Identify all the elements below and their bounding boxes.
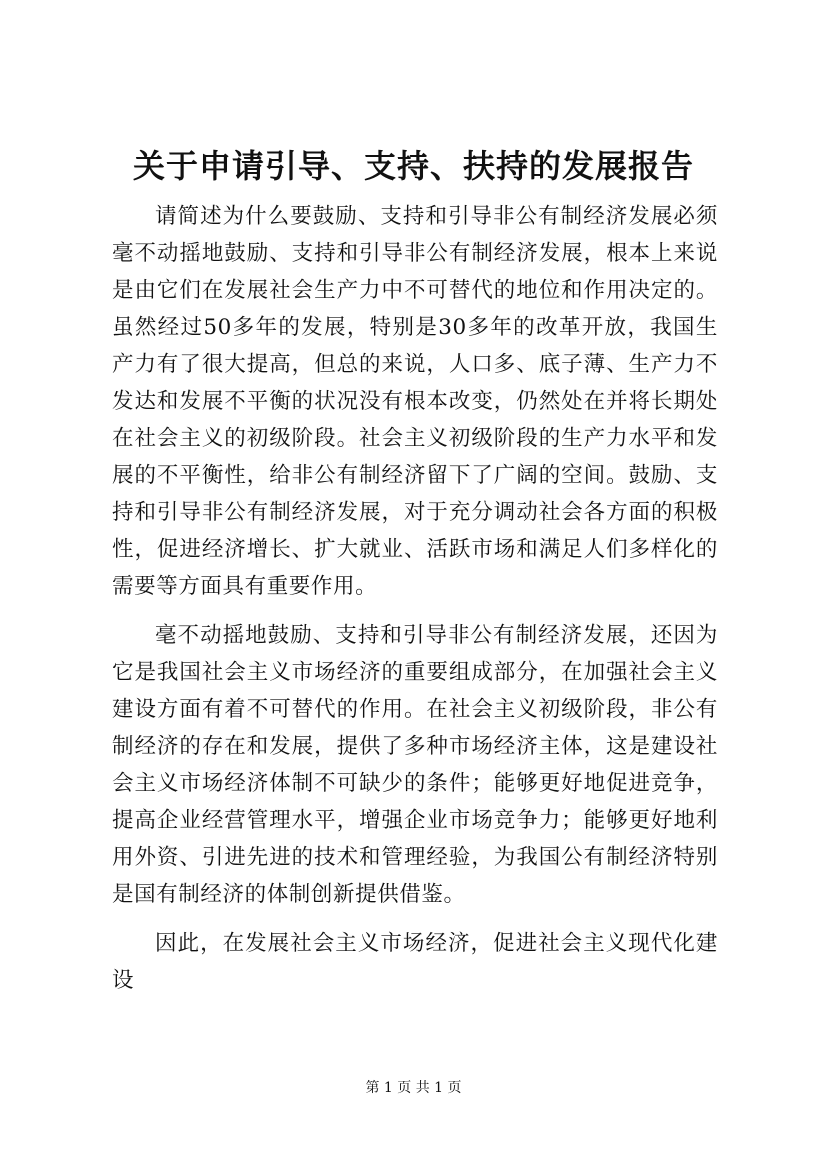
document-title: 关于申请引导、支持、扶持的发展报告 — [132, 147, 694, 185]
paragraph-2: 毫不动摇地鼓励、支持和引导非公有制经济发展，还因为它是我国社会主义市场经济的重要组成部分，在加强社会主义建设方面有着不可替代的作用。在社会主义初级阶段，非公有制经济的存在和发展，提供了多种市场经济主体，这是建设社会主义市场经济体制不可缺少的条件；能够更好地促进竞争，提高企业经营管理水平，增强企业市场竞争力；能够更好地利用外资、引进先进的技术和管理经验，为我国公有制经济特别是国有制经济的体制创新提供借鉴。 — [112, 623, 718, 907]
page-footer: 第 1 页 共 1 页 — [365, 1080, 462, 1096]
paragraph-3: 因此，在发展社会主义市场经济，促进社会主义现代化建设 — [112, 931, 718, 993]
document-body — [112, 198, 718, 1011]
paragraph-1: 请简述为什么要鼓励、支持和引导非公有制经济发展必须毫不动摇地鼓励、支持和引导非公有制经济发展，根本上来说是由它们在发展社会生产力中不可替代的地位和作用决定的。虽然经过50多年的发展，特别是30多年的改革开放，我国生产力有了很大提高，但总的来说，人口多、底子薄、生产力不发达和发展不平衡的状况没有根本改变，仍然处在并将长期处在社会主义的初级阶段。社会主义初级阶段的生产力水平和发展的不平衡性，给非公有制经济留下了广阔的空间。鼓励、支持和引导非公有制经济发展，对于充分调动社会各方面的积极性，促进经济增长、扩大就业、活跃市场和满足人们多样化的需要等方面具有重要作用。 — [112, 204, 718, 599]
